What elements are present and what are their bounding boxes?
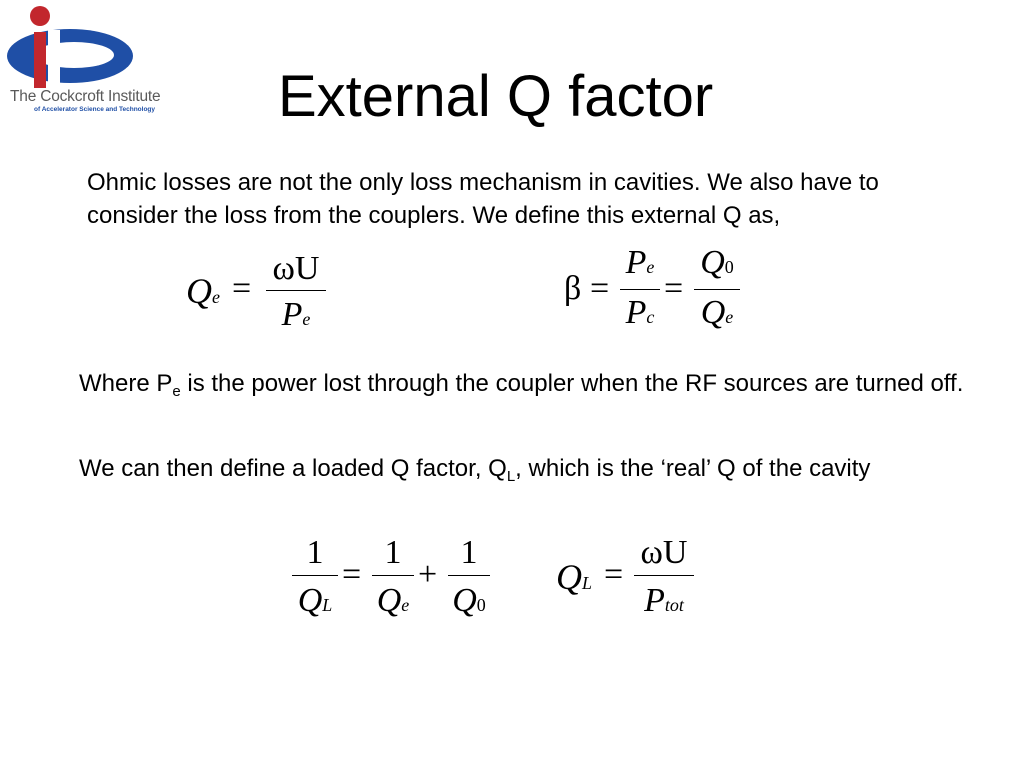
eq4-fraction-line (634, 575, 694, 576)
cockcroft-emblem-icon (0, 0, 200, 100)
p2-subscript: e (172, 383, 181, 400)
eq2-den1: P (625, 294, 647, 331)
eq2-den1-sub: c (646, 307, 655, 327)
eq3-fraction-line-3 (448, 575, 490, 576)
equation-beta (560, 244, 750, 339)
eq2-num1-sub: e (646, 257, 655, 277)
equation-external-q (180, 250, 340, 345)
coupler-paragraph (79, 367, 979, 403)
p3-subscript: L (506, 468, 516, 485)
eq4-equals: = (604, 556, 624, 593)
eq2-equals-2: = (664, 270, 684, 307)
eq3-fraction-line-2 (372, 575, 414, 576)
eq3-den1: Q (297, 582, 323, 619)
eq1-equals: = (232, 270, 252, 307)
eq2-num1: P (625, 244, 647, 281)
cockcroft-logo (0, 0, 200, 130)
p2-text-before: Where P (79, 370, 173, 397)
eq3-plus: + (418, 556, 438, 593)
slide-title: External Q factor (278, 64, 714, 129)
p2-text-after: is the power lost through the coupler when the RF sources are turned off. (180, 370, 964, 397)
eq3-equals: = (342, 556, 362, 593)
eq1-fraction-line (266, 290, 326, 291)
eq3-num1: 1 (306, 534, 324, 571)
eq4-numerator: ωU (640, 534, 688, 571)
eq4-denominator-sub: tot (664, 595, 684, 615)
eq2-fraction-line-1 (620, 289, 660, 290)
eq2-num2: Q (700, 244, 725, 281)
eq2-den2: Q (700, 294, 726, 331)
eq4-denominator: P (644, 582, 665, 619)
eq2-den2-sub: e (725, 307, 734, 327)
equation-loaded-q-sum (288, 534, 498, 629)
p3-text-after: , which is the ‘real’ Q of the cavity (515, 455, 871, 482)
eq1-numerator: ωU (272, 250, 320, 287)
intro-paragraph: Ohmic losses are not the only loss mechanism in cavities. We also have to consider the loss from the couplers. We define this external Q as, (87, 169, 879, 229)
eq3-den2-sub: e (401, 595, 410, 615)
eq2-equals-1: = (590, 270, 610, 307)
equation-loaded-q (554, 534, 704, 629)
eq4-lhs: Q (556, 557, 582, 597)
eq3-num3: 1 (460, 534, 478, 571)
eq2-num2-sub: 0 (724, 257, 734, 277)
eq3-den1-sub: L (322, 595, 333, 615)
eq1-denominator-sub: e (302, 309, 311, 329)
eq2-beta: β (564, 270, 582, 307)
logo-subtitle: of Accelerator Science and Technology (34, 106, 156, 113)
eq1-lhs-sub: e (212, 287, 220, 307)
eq1-lhs: Q (186, 271, 212, 311)
logo-name: The Cockcroft Institute (10, 88, 161, 105)
eq1-denominator: P (281, 296, 303, 333)
p3-text-before: We can then define a loaded Q factor, Q (79, 455, 507, 482)
eq3-den3-sub: 0 (476, 595, 486, 615)
eq4-lhs-sub: L (582, 573, 593, 593)
eq3-den3: Q (452, 582, 477, 619)
eq3-fraction-line-1 (292, 575, 338, 576)
eq3-num2: 1 (384, 534, 402, 571)
loaded-q-paragraph (79, 452, 979, 488)
eq2-fraction-line-2 (694, 289, 740, 290)
eq3-den2: Q (376, 582, 402, 619)
